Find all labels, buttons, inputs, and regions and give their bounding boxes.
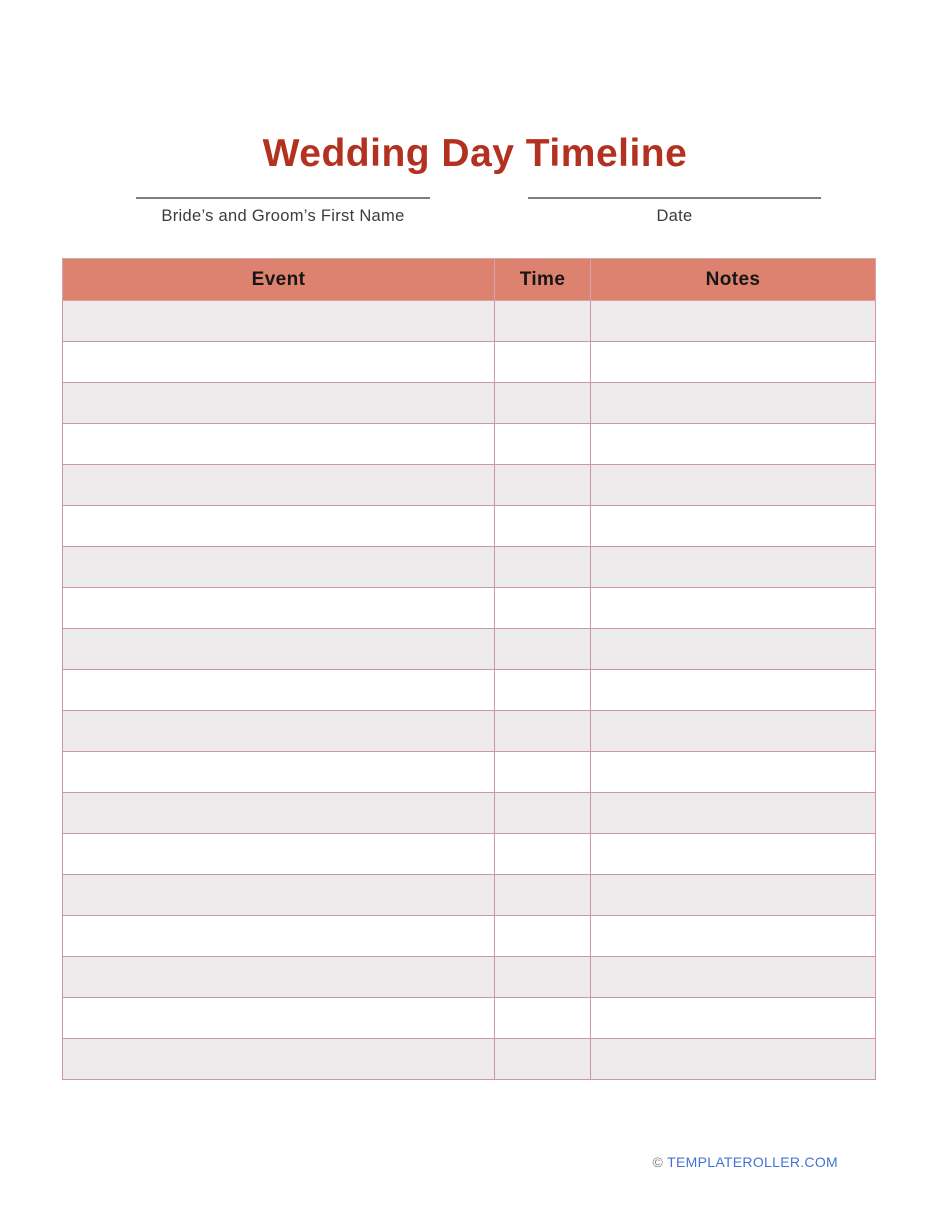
column-header-time: Time — [495, 259, 591, 301]
cell-event — [63, 916, 495, 957]
table-row — [63, 506, 876, 547]
cell-notes — [591, 834, 876, 875]
cell-event — [63, 383, 495, 424]
table-row — [63, 670, 876, 711]
cell-time — [495, 752, 591, 793]
cell-time — [495, 465, 591, 506]
cell-event — [63, 465, 495, 506]
column-header-notes: Notes — [591, 259, 876, 301]
cell-time — [495, 506, 591, 547]
cell-notes — [591, 711, 876, 752]
cell-notes — [591, 506, 876, 547]
cell-time — [495, 875, 591, 916]
column-header-event: Event — [63, 259, 495, 301]
cell-time — [495, 342, 591, 383]
table-row — [63, 916, 876, 957]
cell-time — [495, 301, 591, 342]
cell-event — [63, 424, 495, 465]
cell-notes — [591, 588, 876, 629]
cell-notes — [591, 342, 876, 383]
table-row — [63, 875, 876, 916]
date-field — [528, 168, 821, 226]
table-row — [63, 998, 876, 1039]
cell-event — [63, 711, 495, 752]
cell-time — [495, 834, 591, 875]
bride-groom-name-label: Bride’s and Groom’s First Name — [161, 207, 405, 225]
cell-event — [63, 957, 495, 998]
cell-notes — [591, 383, 876, 424]
cell-time — [495, 711, 591, 752]
cell-notes — [591, 670, 876, 711]
cell-notes — [591, 629, 876, 670]
cell-event — [63, 1039, 495, 1080]
table-row — [63, 629, 876, 670]
page-title: Wedding Day Timeline — [262, 132, 688, 176]
cell-time — [495, 957, 591, 998]
cell-event — [63, 342, 495, 383]
table-row — [63, 752, 876, 793]
cell-event — [63, 588, 495, 629]
cell-notes — [591, 916, 876, 957]
cell-event — [63, 752, 495, 793]
cell-event — [63, 998, 495, 1039]
cell-event — [63, 875, 495, 916]
cell-time — [495, 670, 591, 711]
cell-event — [63, 629, 495, 670]
cell-time — [495, 383, 591, 424]
cell-notes — [591, 957, 876, 998]
cell-notes — [591, 547, 876, 588]
cell-event — [63, 670, 495, 711]
cell-event — [63, 547, 495, 588]
templateroller-link-text[interactable]: TEMPLATEROLLER.COM — [667, 1154, 838, 1170]
cell-time — [495, 916, 591, 957]
table-row — [63, 301, 876, 342]
cell-notes — [591, 424, 876, 465]
cell-time — [495, 1039, 591, 1080]
bride-groom-name-field — [136, 168, 430, 226]
cell-event — [63, 793, 495, 834]
table-row — [63, 342, 876, 383]
timeline-table — [62, 258, 876, 1080]
table-row — [63, 424, 876, 465]
cell-time — [495, 629, 591, 670]
table-row — [63, 547, 876, 588]
copyright-symbol: © — [652, 1154, 664, 1170]
table-row — [63, 465, 876, 506]
table-row — [63, 1039, 876, 1080]
date-blank-line — [528, 168, 821, 199]
footer-credit-link[interactable] — [653, 1154, 838, 1170]
table-row — [63, 588, 876, 629]
timeline-table-body — [63, 301, 876, 1080]
cell-notes — [591, 752, 876, 793]
cell-notes — [591, 465, 876, 506]
table-row — [63, 793, 876, 834]
cell-time — [495, 588, 591, 629]
cell-event — [63, 834, 495, 875]
cell-time — [495, 547, 591, 588]
table-row — [63, 711, 876, 752]
bride-groom-name-blank-line — [136, 168, 430, 199]
table-row — [63, 957, 876, 998]
cell-time — [495, 998, 591, 1039]
cell-notes — [591, 875, 876, 916]
table-row — [63, 834, 876, 875]
cell-notes — [591, 301, 876, 342]
table-row — [63, 383, 876, 424]
table-header-row — [63, 259, 876, 301]
cell-event — [63, 506, 495, 547]
date-label: Date — [656, 207, 693, 225]
cell-time — [495, 424, 591, 465]
cell-notes — [591, 793, 876, 834]
cell-event — [63, 301, 495, 342]
cell-notes — [591, 998, 876, 1039]
cell-time — [495, 793, 591, 834]
cell-notes — [591, 1039, 876, 1080]
